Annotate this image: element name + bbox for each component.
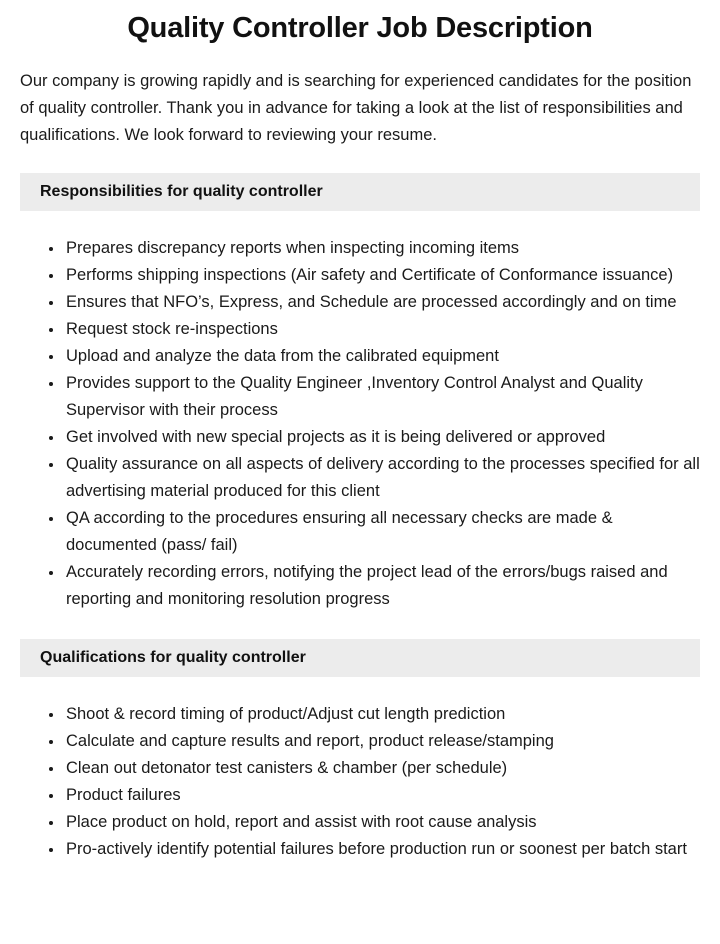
list-item: • Provides support to the Quality Engineer ,Inventory Control Analyst and Quality Supervisor with their process: [64, 370, 700, 424]
page-title: Quality Controller Job Description: [127, 12, 593, 44]
list-item: • Calculate and capture results and report, product release/stamping: [64, 728, 700, 755]
qualifications-heading: Qualifications for quality controller: [20, 639, 700, 677]
list-item: • Product failures: [64, 782, 700, 809]
list-item: • Shoot & record timing of product/Adjust cut length prediction: [64, 701, 700, 728]
list-item: • Prepares discrepancy reports when inspecting incoming items: [64, 235, 700, 262]
list-item: • QA according to the procedures ensuring all necessary checks are made & documented (pass/ fail): [64, 505, 700, 559]
list-item: • Accurately recording errors, notifying the project lead of the errors/bugs raised and reporting and monitoring resolution progress: [64, 559, 700, 613]
responsibilities-section: [20, 173, 700, 613]
intro-paragraph: Our company is growing rapidly and is searching for experienced candidates for the position of quality controller. Thank you in advance for taking a look at the list of responsibilities and qualifications. We look forward to reviewing your resume.: [20, 72, 692, 144]
list-item: • Pro-actively identify potential failures before production run or soonest per batch start: [64, 836, 700, 863]
qualifications-section: [20, 639, 700, 863]
list-item: • Performs shipping inspections (Air safety and Certificate of Conformance issuance): [64, 262, 700, 289]
list-item: • Quality assurance on all aspects of delivery according to the processes specified for all advertising material produced for this client: [64, 451, 700, 505]
responsibilities-heading: Responsibilities for quality controller: [20, 173, 700, 211]
list-item: • Ensures that NFO’s, Express, and Schedule are processed accordingly and on time: [64, 289, 700, 316]
responsibilities-list: [20, 235, 700, 613]
list-item: • Upload and analyze the data from the calibrated equipment: [64, 343, 700, 370]
list-item: • Clean out detonator test canisters & chamber (per schedule): [64, 755, 700, 782]
list-item: • Place product on hold, report and assist with root cause analysis: [64, 809, 700, 836]
list-item: • Get involved with new special projects as it is being delivered or approved: [64, 424, 700, 451]
list-item: • Request stock re-inspections: [64, 316, 700, 343]
qualifications-list: [20, 701, 700, 863]
